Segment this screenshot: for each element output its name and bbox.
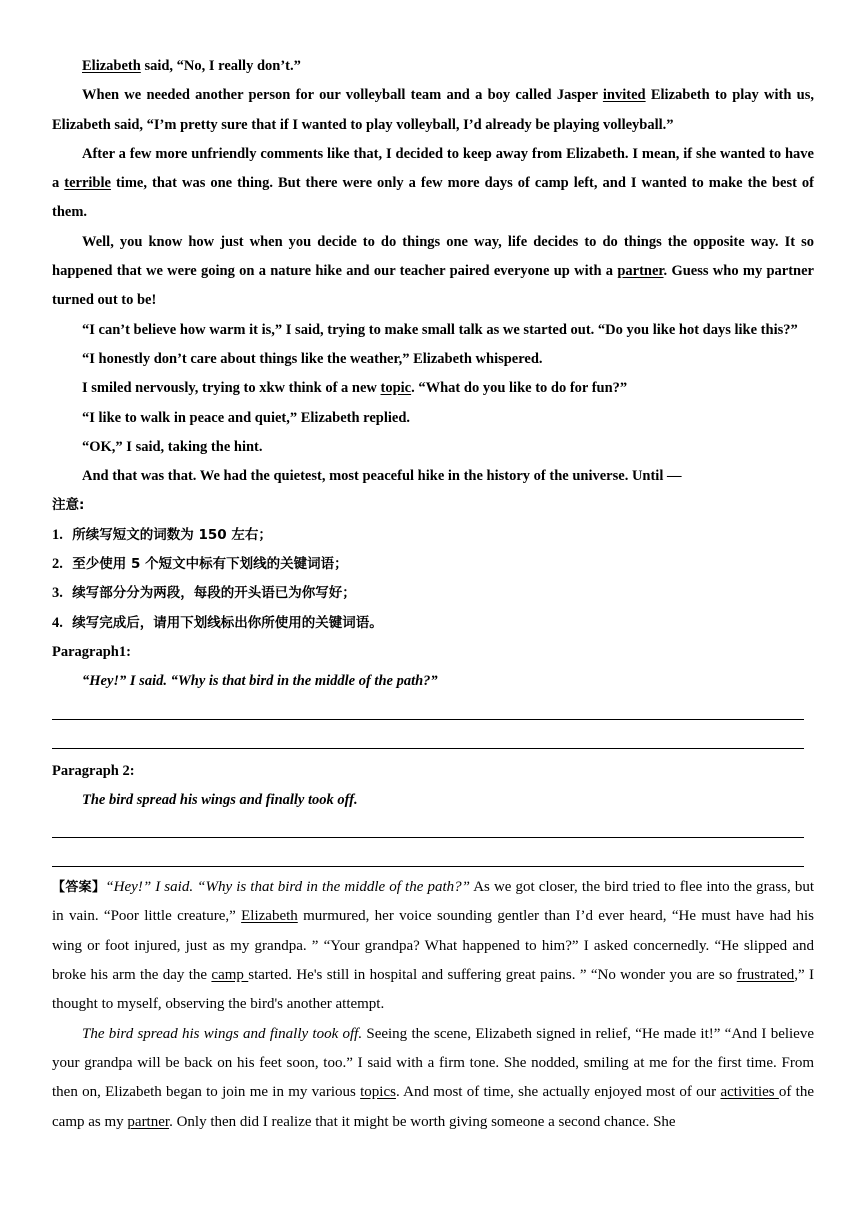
story-paragraph-7: I smiled nervously, trying to xkw think of a new topic. “What do you like to do for fun?” (82, 380, 628, 397)
story-text (52, 52, 814, 491)
keyword-camp: camp (211, 967, 249, 984)
keyword-elizabeth: Elizabeth (241, 908, 298, 925)
keyword-frustrated: frustrated (736, 967, 795, 984)
story-paragraph-9: “OK,” I said, taking the hint. (82, 438, 263, 455)
keyword-elizabeth: Elizabeth (82, 58, 141, 74)
answer-tag: 【答案】 (52, 880, 106, 896)
keyword-activities: activities (720, 1084, 779, 1101)
answer-paragraph-2: The bird spread his wings and finally took off. Seeing the scene, Elizabeth signed in relief, “He made it!” “And I believe your grandpa will be back on his feet soon, too.” I said with a firm tone. She nodded, smiling at me for the first time. From then on, Elizabeth began to join me in my various topics. And most of time, she actually enjoyed most of our activities of the camp as my partner. Only then did I realize that it might be worth giving someone a second chance. She (52, 1025, 815, 1130)
answer-section (52, 873, 814, 1137)
notes-heading: 注意: (52, 497, 85, 514)
keyword-partner: partner (127, 1113, 170, 1130)
story-paragraph-10: And that was that. We had the quietest, most peaceful hike in the history of the universe. Until — (82, 468, 682, 485)
story-paragraph-4: Well, you know how just when you decide to do things one way, life decides to do things the opposite way. It so happened that we were going on a nature hike and our teacher paired everyone up with a partner. Guess who my partner turned out to be! (52, 233, 814, 309)
notes-section (52, 491, 814, 637)
note-item-2: 2. 至少使用 5 个短文中标有下划线的关键词语； (52, 556, 348, 573)
story-paragraph-8: “I like to walk in peace and quiet,” Elizabeth replied. (82, 409, 411, 426)
keyword-terrible: terrible (64, 175, 111, 192)
story-paragraph-2: When we needed another person for our volleyball team and a boy called Jasper invited Elizabeth to play with us, Elizabeth said, “I’m pretty sure that if I wanted to play volleyball, I’d already be playing volleyball.” (52, 87, 814, 133)
paragraph-2-label: Paragraph 2: (52, 762, 135, 779)
keyword-invited: invited (602, 87, 646, 104)
answer-blank-line[interactable] (52, 866, 804, 867)
note-item-4: 4. 续写完成后，请用下划线标出你所使用的关键词语。 (52, 614, 383, 631)
paragraph-1-label: Paragraph1: (52, 643, 131, 660)
note-item-3: 3. 续写部分分为两段，每段的开头语已为你写好； (52, 585, 356, 602)
paragraph-2-opening: The bird spread his wings and finally took off. (82, 791, 358, 808)
keyword-topics: topics (360, 1084, 396, 1101)
keyword-partner: partner (617, 263, 664, 280)
keyword-topic: topic (380, 380, 412, 397)
story-paragraph-5: “I can’t believe how warm it is,” I said, trying to make small talk as we started out. “Do you like hot days like this?” (82, 321, 798, 338)
story-paragraph-6: “I honestly don’t care about things like the weather,” Elizabeth whispered. (82, 350, 543, 367)
writing-section (52, 638, 814, 867)
answer-paragraph-1: 【答案】“Hey!” I said. “Why is that bird in the middle of the path?” As we got closer, the bird tried to flee into the grass, but in vain. “Poor little creature,” Elizabeth murmured, her voice sounding gentler than I’d ever heard, “He must have had his wing or foot injured, just as my grandpa. ” “Your grandpa? What happened to him?” I asked concernedly. “He slipped and broke his arm the day the camp started. He's still in hospital and suffering great pains. ” “No wonder you are so frustrated,” I thought to myself, observing the bird's another attempt. (52, 879, 814, 1013)
document-page (52, 52, 814, 1137)
story-paragraph-1: Elizabeth said, “No, I really don’t.” (82, 58, 301, 74)
note-item-1: 1. 所续写短文的词数为 150 左右； (52, 526, 272, 543)
paragraph-1-opening: “Hey!” I said. “Why is that bird in the middle of the path?” (82, 673, 438, 690)
story-paragraph-3: After a few more unfriendly comments like that, I decided to keep away from Elizabeth. I mean, if she wanted to have a terrible time, that was one thing. But there were only a few more days of camp left, and I wanted to make the best of them. (52, 145, 814, 221)
